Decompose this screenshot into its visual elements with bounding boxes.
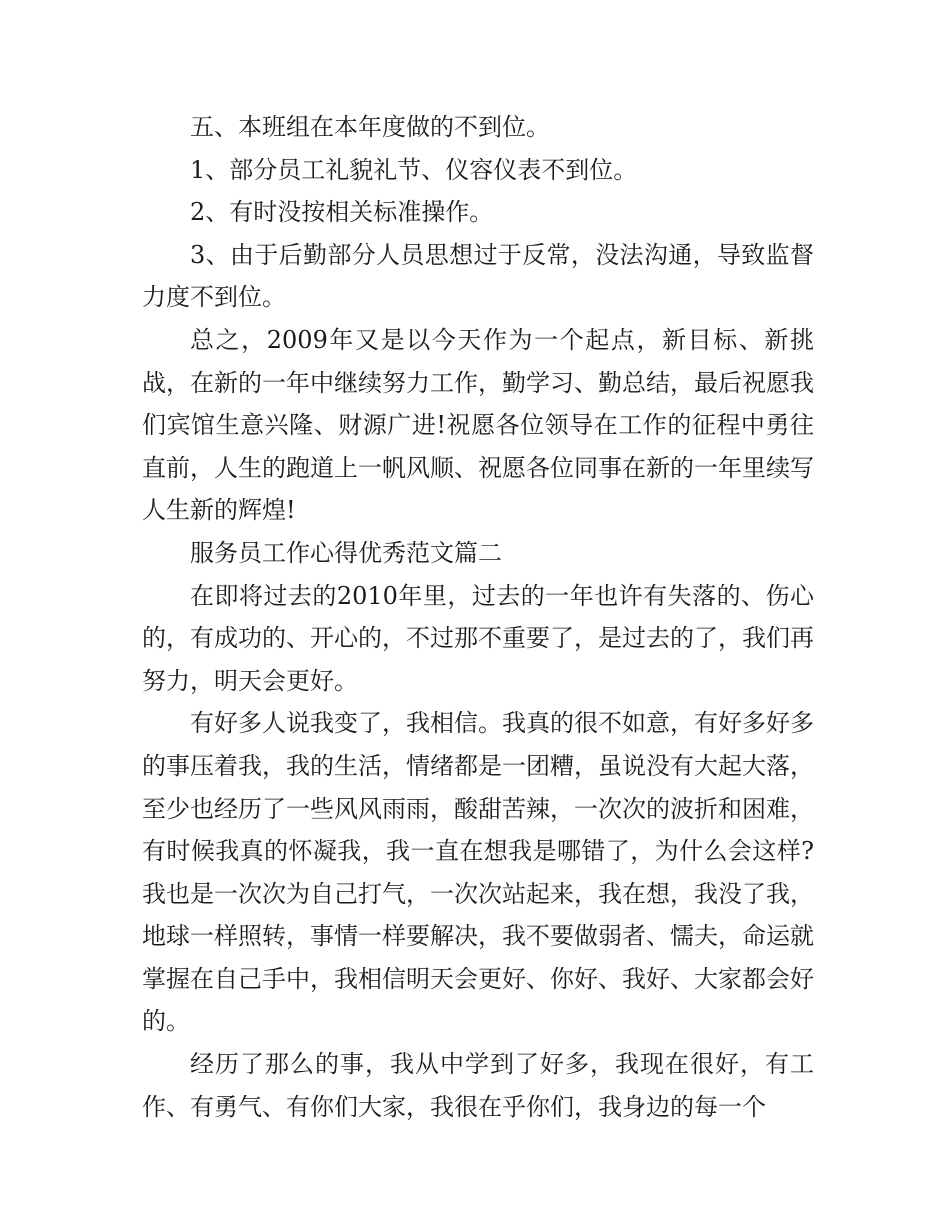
body-paragraph: 在即将过去的2010年里，过去的一年也许有失落的、伤心的，有成功的、开心的，不过那不重要了，是过去的了，我们再努力，明天会更好。 xyxy=(142,581,814,695)
body-paragraph: 总之，2009年又是以今天作为一个起点，新目标、新挑战，在新的一年中继续努力工作，勤学习、勤总结，最后祝愿我们宾馆生意兴隆、财源广进!祝愿各位领导在工作的征程中勇往直前，人生的跑道上一帆风顺、祝愿各位同事在新的一年里续写人生新的辉煌! xyxy=(142,325,814,525)
section-heading-shortcomings: 五、本班组在本年度做的不到位。 xyxy=(190,113,550,141)
body-paragraph: 经历了那么的事，我从中学到了好多，我现在很好，有工作、有勇气、有你们大家，我很在乎你们，我身边的每一个 xyxy=(142,1050,814,1121)
section-heading-part-two: 服务员工作心得优秀范文篇二 xyxy=(190,538,502,567)
list-item: 1、部分员工礼貌礼节、仪容仪表不到位。 xyxy=(190,155,638,184)
document-body xyxy=(142,106,814,1128)
body-paragraph: 有好多人说我变了，我相信。我真的很不如意，有好多好多的事压着我，我的生活，情绪都是一团糟，虽说没有大起大落，至少也经历了一些风风雨雨，酸甜苦辣，一次次的波折和困难，有时候我真的怀凝我，我一直在想我是哪错了，为什么会这样?我也是一次次为自己打气，一次次站起来，我在想，我没了我，地球一样照转，事情一样要解决，我不要做弱者、懦夫，命运就掌握在自己手中，我相信明天会更好、你好、我好、大家都会好的。 xyxy=(142,709,814,1036)
list-item: 2、有时没按相关标准操作。 xyxy=(190,198,494,227)
list-item: 3、由于后勤部分人员思想过于反常，没法沟通，导致监督力度不到位。 xyxy=(142,240,814,312)
